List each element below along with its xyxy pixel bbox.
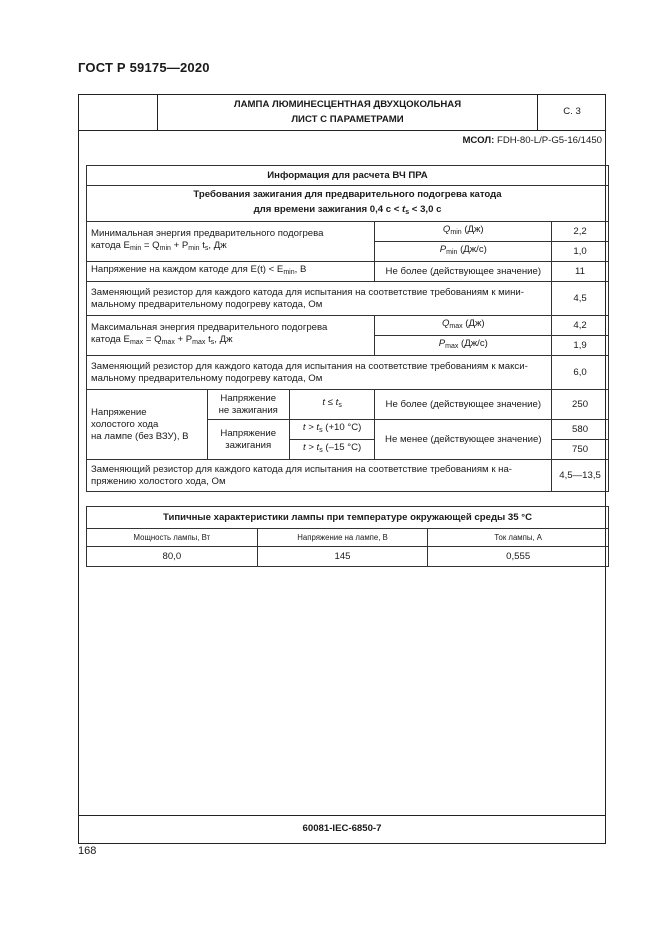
- msol-code: МСОЛ: FDH-80-L/P-G5-16/1450: [462, 135, 602, 146]
- qmax-label: $Q_{max}$ (Дж): [375, 316, 552, 336]
- sheet-title-line1: ЛАМПА ЛЮМИНЕСЦЕНТНАЯ ДВУХЦОКОЛЬНАЯ: [233, 99, 462, 110]
- rmax-value: 6,0: [552, 356, 609, 390]
- typical-characteristics-table: [86, 506, 609, 567]
- hf-table-subtitle: Требования зажигания для предварительного подогрева катода для времени зажигания 0,4 $с < t_s < 3,0$ с: [87, 186, 609, 222]
- qmin-label: $Q_{min}$ (Дж): [375, 222, 552, 242]
- document-code: 60081-IEC-6850-7: [302, 823, 382, 834]
- qmax-value: 4,2: [552, 316, 609, 336]
- hf-ballast-table: [86, 165, 609, 492]
- pmax-value: 1,9: [552, 336, 609, 356]
- pmin-label: $P_{min}$ (Дж/с): [375, 242, 552, 262]
- emin-label: Минимальная энергия предварительного подогрева катода $E_{min} = Q_{min} + P_{min}$ $t_s$, Дж: [87, 222, 375, 262]
- roc-value: 4,5—13,5: [552, 460, 609, 492]
- page-ref: С. 3: [563, 106, 581, 117]
- qmin-value: 2,2: [552, 222, 609, 242]
- rmax-label: Заменяющий резистор для каждого катода для испытания на соответствие требованиям к макси- мальному предварительному подогреву катода, Ом: [87, 356, 552, 390]
- divider: [78, 815, 606, 816]
- ignition-value-minus15: 750: [552, 440, 609, 460]
- ignition-limit: Не менее (действующее значение): [375, 420, 552, 460]
- uoc-label: Напряжение холостого хода на лампе (без ВЗУ), В: [87, 390, 208, 460]
- sheet-title-line2: ЛИСТ С ПАРАМЕТРАМИ: [291, 114, 404, 125]
- no-ignition-value: 250: [552, 390, 609, 420]
- pmax-label: $P_{max}$ (Дж/с): [375, 336, 552, 356]
- col-header-current: Ток лампы, А: [428, 529, 609, 547]
- hf-table-title: Информация для расчета ВЧ ПРА: [87, 166, 609, 186]
- rmin-value: 4,5: [552, 282, 609, 316]
- ignition-value-plus10: 580: [552, 420, 609, 440]
- roc-label: Заменяющий резистор для каждого катода для испытания на соответствие требованиям к на- пряжению холостого хода, Ом: [87, 460, 552, 492]
- ignition-condition-minus15: $t > t_s$ (–15 °С): [289, 440, 375, 460]
- no-ignition-limit: Не более (действующее значение): [375, 390, 552, 420]
- ignition-label: Напряжение зажигания: [207, 420, 289, 460]
- col-header-voltage: Напряжение на лампе, В: [257, 529, 428, 547]
- ucat-label: Напряжение на каждом катоде для $E(t) < E_{min}$, В: [87, 262, 375, 282]
- typical-table-title: Типичные характеристики лампы при температуре окружающей среды 35 °С: [87, 507, 609, 529]
- no-ignition-label: Напряжение не зажигания: [207, 390, 289, 420]
- ucat-condition: Не более (действующее значение): [375, 262, 552, 282]
- emax-label: Максимальная энергия предварительного подогрева катода $E_{max} = Q_{max} + P_{max}$ $t_s$, Дж: [87, 316, 375, 356]
- page-number: 168: [78, 845, 97, 857]
- ucat-value: 11: [552, 262, 609, 282]
- value-current: 0,555: [428, 547, 609, 567]
- divider: [78, 130, 606, 131]
- col-header-power: Мощность лампы, Вт: [87, 529, 258, 547]
- standard-number: ГОСТ Р 59175—2020: [78, 60, 210, 75]
- pmin-value: 1,0: [552, 242, 609, 262]
- value-power: 80,0: [87, 547, 258, 567]
- rmin-label: Заменяющий резистор для каждого катода для испытания на соответствие требованиям к мини- мальному предварительному подогреву катода, Ом: [87, 282, 552, 316]
- value-voltage: 145: [257, 547, 428, 567]
- no-ignition-condition: $t \le t_s$: [289, 390, 375, 420]
- ignition-condition-plus10: $t > t_s$ (+10 °С): [289, 420, 375, 440]
